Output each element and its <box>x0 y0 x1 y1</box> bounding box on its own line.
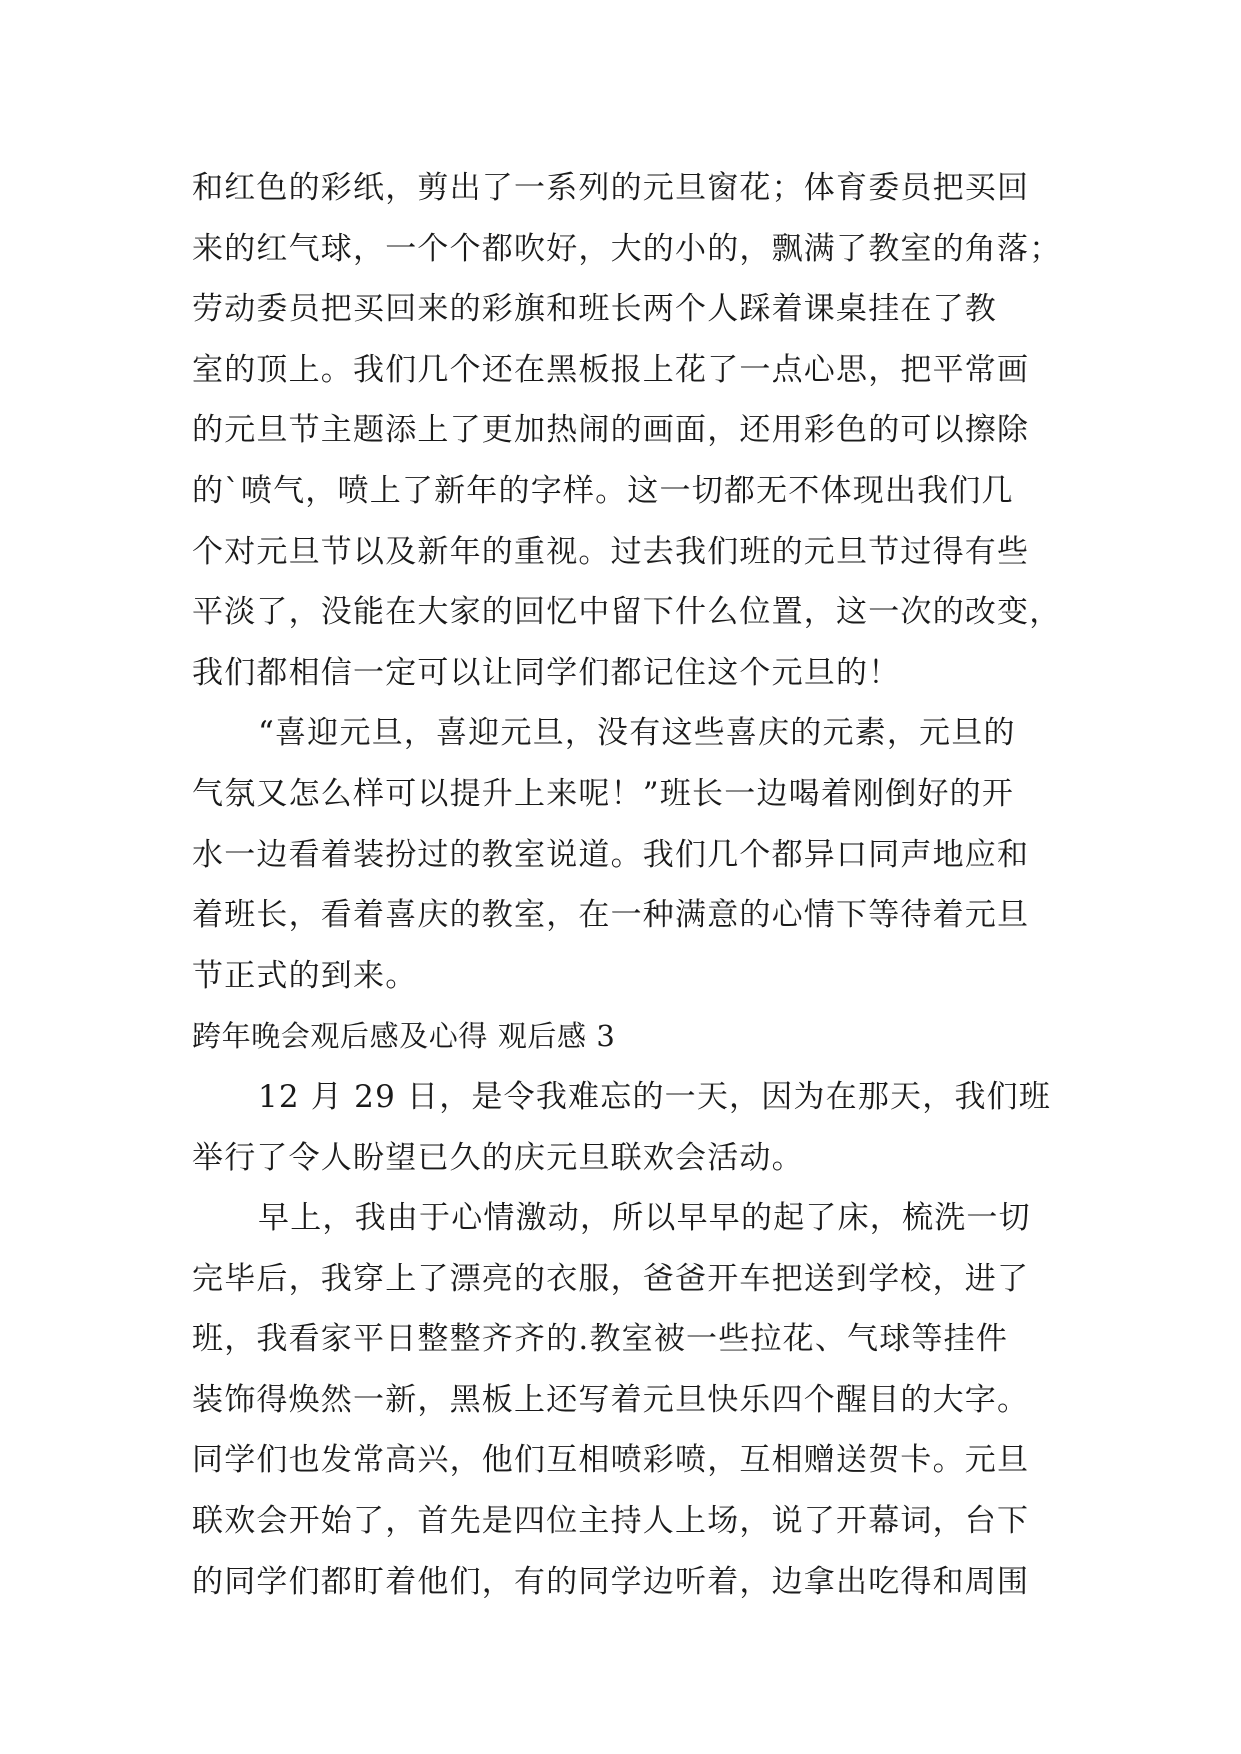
text-line: 的`喷气，喷上了新年的字样。这一切都无不体现出我们几 <box>192 472 1014 509</box>
text-line: 联欢会开始了，首先是四位主持人上场，说了开幕词，台下 <box>192 1503 1030 1540</box>
text-line: 来的红气球，一个个都吹好，大的小的，飘满了教室的角落； <box>192 230 1062 267</box>
text-line: 装饰得焕然一新，黑板上还写着元旦快乐四个醒目的大字。 <box>192 1381 1030 1418</box>
text-line: 我们都相信一定可以让同学们都记住这个元旦的！ <box>192 654 901 691</box>
text-line: 个对元旦节以及新年的重视。过去我们班的元旦节过得有些 <box>192 533 1030 570</box>
text-line: 气氛又怎么样可以提升上来呢！”班长一边喝着刚倒好的开 <box>192 775 1015 812</box>
text-line: 节正式的到来。 <box>192 957 418 994</box>
text-line: 完毕后，我穿上了漂亮的衣服，爸爸开车把送到学校，进了 <box>192 1260 1030 1297</box>
text-line: 着班长，看着喜庆的教室，在一种满意的心情下等待着元旦 <box>192 897 1030 934</box>
text-line: 同学们也发常高兴，他们互相喷彩喷，互相赠送贺卡。元旦 <box>192 1442 1030 1479</box>
paragraph-start-line: 早上，我由于心情激动，所以早早的起了床，梳洗一切 <box>258 1200 1031 1237</box>
text-line: 室的顶上。我们几个还在黑板报上花了一点心思，把平常画 <box>192 351 1030 388</box>
paragraph-start-line: “喜迎元旦，喜迎元旦，没有这些喜庆的元素，元旦的 <box>258 715 1016 752</box>
paragraph-start-line: 12 月 29 日，是令我难忘的一天，因为在那天，我们班 <box>258 1078 1052 1115</box>
text-line: 和红色的彩纸，剪出了一系列的元旦窗花；体育委员把买回 <box>192 170 1030 206</box>
text-line: 劳动委员把买回来的彩旗和班长两个人踩着课桌挂在了教 <box>192 291 997 328</box>
text-line: 班，我看家平日整整齐齐的.教室被一些拉花、气球等挂件 <box>192 1321 1009 1358</box>
document-body <box>192 158 1092 1612</box>
section-heading: 跨年晚会观后感及心得 观后感 3 <box>192 1019 616 1054</box>
text-line: 的元旦节主题添上了更加热闹的画面，还用彩色的可以擦除 <box>192 412 1030 449</box>
text-line: 水一边看着装扮过的教室说道。我们几个都异口同声地应和 <box>192 836 1030 873</box>
text-line: 的同学们都盯着他们，有的同学边听着，边拿出吃得和周围 <box>192 1563 1030 1600</box>
text-line: 举行了令人盼望已久的庆元旦联欢会活动。 <box>192 1139 804 1176</box>
text-line: 平淡了，没能在大家的回忆中留下什么位置，这一次的改变， <box>192 594 1062 631</box>
